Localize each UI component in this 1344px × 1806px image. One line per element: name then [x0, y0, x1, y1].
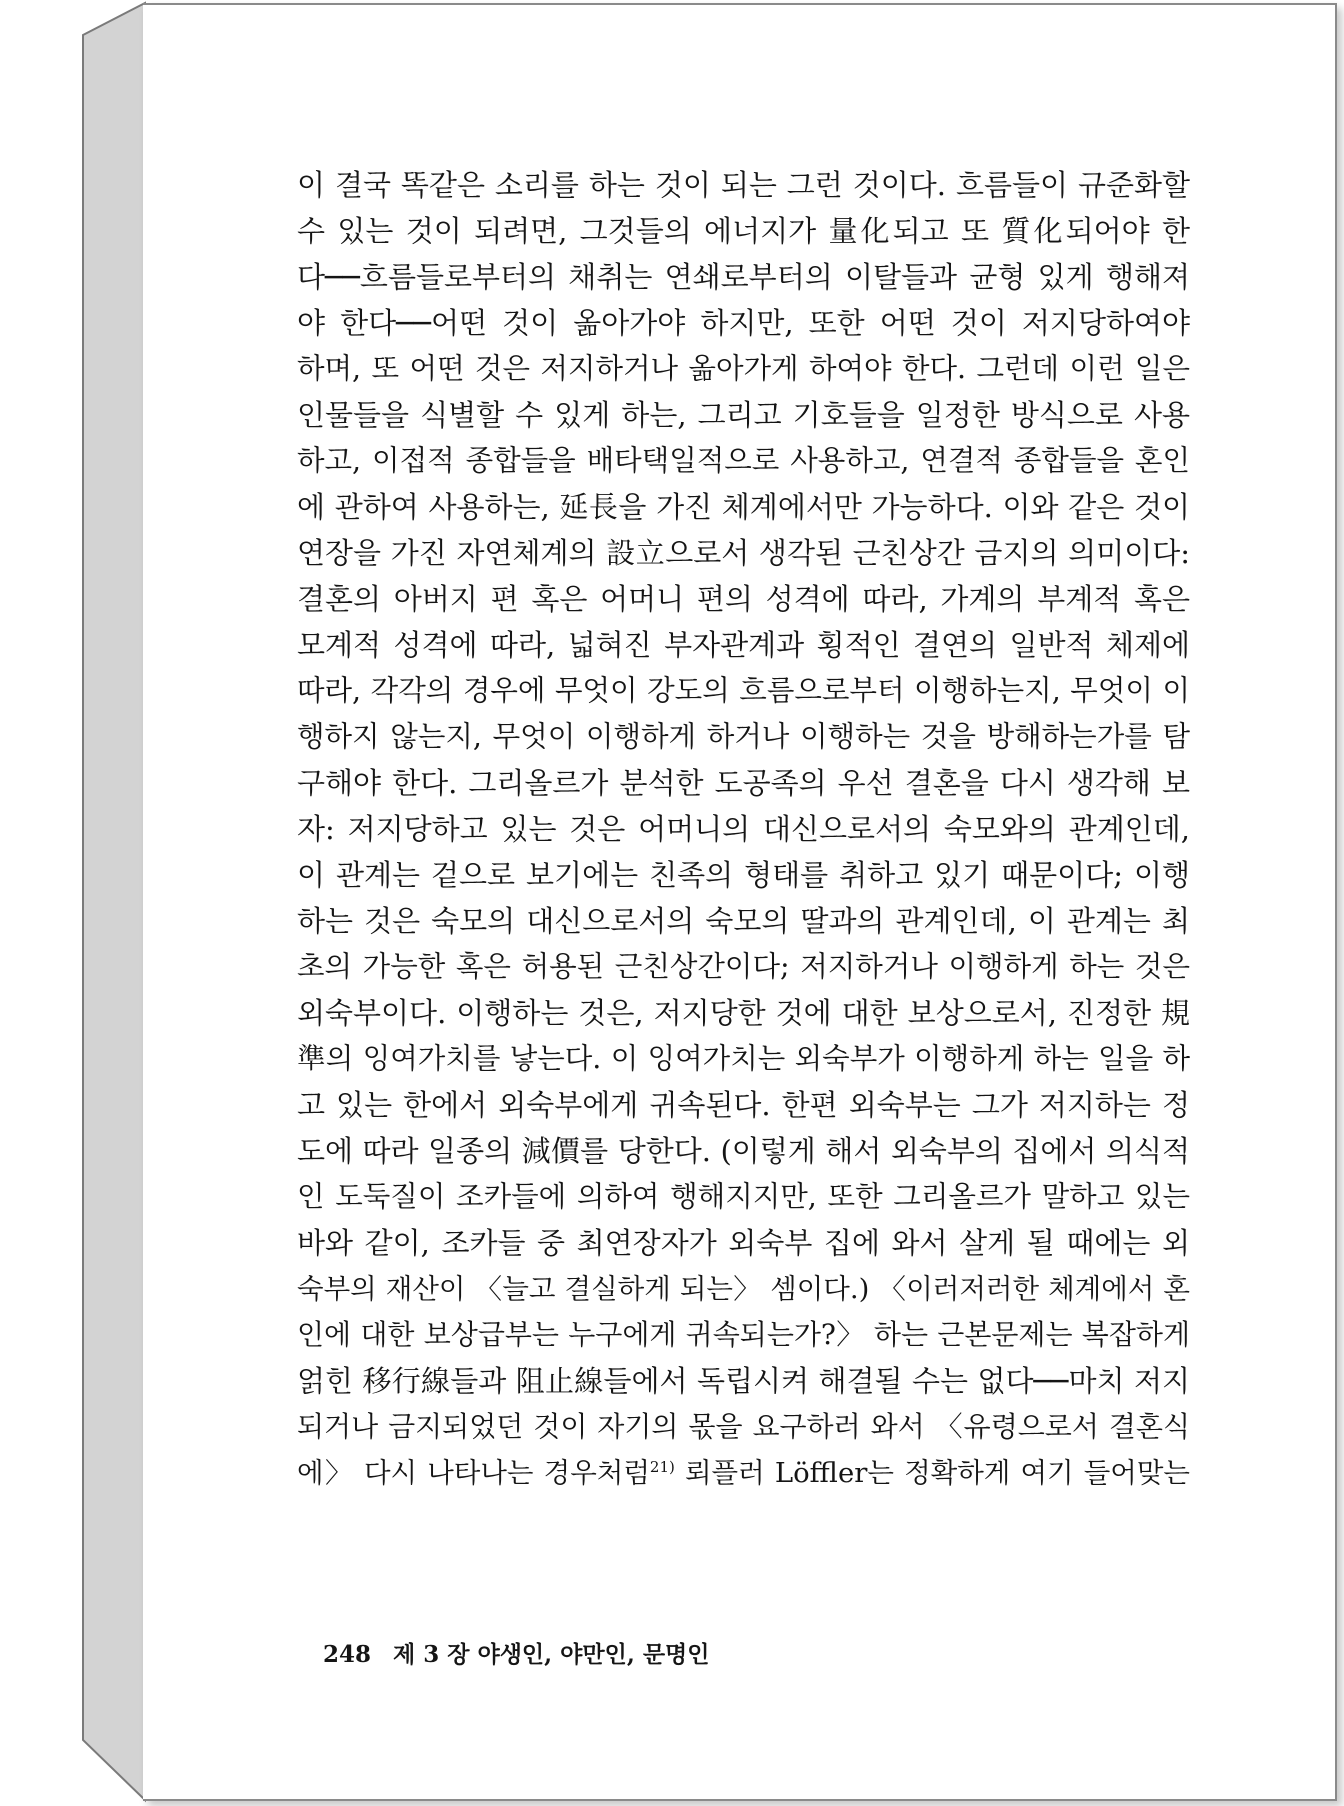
text-line — [297, 1358, 1190, 1404]
text-line-content: 다──흐름들로부터의 채취는 연쇄로부터의 이탈들과 균형 있게 행해져 — [297, 260, 1190, 294]
text-line — [297, 714, 1190, 760]
text-line — [297, 1266, 1190, 1312]
text-line-content: 인물들을 식별할 수 있게 하는, 그리고 기호들을 일정한 방식으로 사용 — [297, 398, 1190, 432]
text-line — [297, 300, 1190, 346]
text-line-content: 이 관계는 겉으로 보기에는 친족의 형태를 취하고 있기 때문이다; 이행 — [297, 858, 1190, 892]
text-line — [297, 530, 1190, 576]
text-line — [297, 852, 1190, 898]
page-footer — [323, 1636, 709, 1669]
text-line-content: 이 결국 똑같은 소리를 하는 것이 되는 그런 것이다. 흐름들이 규준화할 — [297, 168, 1190, 202]
text-line — [297, 162, 1190, 208]
text-line-content: 인 도둑질이 조카들에 의하여 행해지지만, 또한 그리올르가 말하고 있는 — [297, 1180, 1190, 1213]
text-line-content: 에〉 다시 나타나는 경우처럼 — [297, 1457, 650, 1489]
text-line — [297, 1174, 1190, 1220]
text-line — [297, 944, 1190, 990]
text-line-content: 초의 가능한 혹은 허용된 근친상간이다; 저지하거나 이행하게 하는 것은 — [297, 950, 1190, 983]
text-line — [297, 806, 1190, 852]
text-line — [297, 1220, 1190, 1266]
text-line-content: 하는 것은 숙모의 대신으로서의 숙모의 딸과의 관계인데, 이 관계는 최 — [297, 904, 1190, 938]
text-line-content: 모계적 성격에 따라, 넓혀진 부자관계과 횡적인 결연의 일반적 체제에 — [297, 628, 1190, 662]
text-line-content: 고 있는 한에서 외숙부에게 귀속된다. 한편 외숙부는 그가 저지하는 정 — [297, 1088, 1190, 1122]
text-line-content: 행하지 않는지, 무엇이 이행하게 하거나 이행하는 것을 방해하는가를 탐 — [297, 720, 1190, 753]
text-line — [297, 392, 1190, 438]
text-line — [297, 346, 1190, 392]
text-line — [297, 1450, 1190, 1496]
text-line-content: 바와 같이, 조카들 중 최연장자가 외숙부 집에 와서 살게 될 때에는 외 — [297, 1226, 1190, 1260]
text-line-content: 외숙부이다. 이행하는 것은, 저지당한 것에 대한 보상으로서, 진정한 規 — [297, 996, 1190, 1030]
text-line-content: 자: 저지당하고 있는 것은 어머니의 대신으로서의 숙모와의 관계인데, — [297, 812, 1190, 846]
text-line-content: 수 있는 것이 되려면, 그것들의 에너지가 量化되고 또 質化되어야 한 — [297, 214, 1190, 248]
text-line-content: 따라, 각각의 경우에 무엇이 강도의 흐름으로부터 이행하는지, 무엇이 이 — [297, 674, 1190, 707]
book-spine — [0, 0, 150, 1806]
text-line-content: 도에 따라 일종의 減價를 당한다. (이렇게 해서 외숙부의 집에서 의식적 — [297, 1134, 1190, 1168]
text-line-tail: 뢰플러 Löffler는 정확하게 여기 들어맞는 — [674, 1457, 1190, 1489]
text-line — [297, 484, 1190, 530]
page-number: 248 — [323, 1641, 372, 1668]
text-line-content: 에 관하여 사용하는, 延長을 가진 체계에서만 가능하다. 이와 같은 것이 — [297, 490, 1190, 524]
text-line-content: 구해야 한다. 그리올르가 분석한 도공족의 우선 결혼을 다시 생각해 보 — [297, 766, 1190, 800]
text-line — [297, 1312, 1190, 1358]
text-line-content: 하고, 이접적 종합들을 배타택일적으로 사용하고, 연결적 종합들을 혼인 — [297, 444, 1190, 477]
text-line-content: 準의 잉여가치를 낳는다. 이 잉여가치는 외숙부가 이행하게 하는 일을 하 — [297, 1042, 1190, 1075]
text-line-content: 하며, 또 어떤 것은 저지하거나 옮아가게 하여야 한다. 그런데 이런 일은 — [297, 352, 1190, 385]
text-line — [297, 898, 1190, 944]
chapter-title: 제 3 장 야생인, 야만인, 문명인 — [393, 1641, 710, 1668]
body-text — [297, 162, 1190, 1496]
text-line-content: 연장을 가진 자연체계의 設立으로서 생각된 근친상간 금지의 의미이다: — [297, 536, 1190, 570]
text-line-content: 숙부의 재산이 〈늘고 결실하게 되는〉 셈이다.) 〈이러저러한 체계에서 혼 — [297, 1273, 1190, 1305]
text-line-content: 결혼의 아버지 편 혹은 어머니 편의 성격에 따라, 가계의 부계적 혹은 — [297, 582, 1190, 616]
text-line-content: 얽힌 移行線들과 阻止線들에서 독립시켜 해결될 수는 없다──마치 저지 — [297, 1364, 1190, 1398]
text-line — [297, 1036, 1190, 1082]
footnote-marker: 21) — [649, 1458, 675, 1476]
text-line-content: 되거나 금지되었던 것이 자기의 몫을 요구하러 와서 〈유령으로서 결혼식 — [297, 1410, 1190, 1443]
text-line-content: 인에 대한 보상급부는 누구에게 귀속되는가?〉 하는 근본문제는 복잡하게 — [297, 1318, 1190, 1351]
text-line — [297, 990, 1190, 1036]
text-line — [297, 1128, 1190, 1174]
text-line — [297, 576, 1190, 622]
text-line — [297, 438, 1190, 484]
text-line — [297, 1082, 1190, 1128]
text-line — [297, 254, 1190, 300]
text-line — [297, 668, 1190, 714]
text-line — [297, 1404, 1190, 1450]
text-line — [297, 622, 1190, 668]
text-line-content: 야 한다──어떤 것이 옮아가야 하지만, 또한 어떤 것이 저지당하여야 — [297, 306, 1190, 340]
text-line — [297, 760, 1190, 806]
text-line — [297, 208, 1190, 254]
